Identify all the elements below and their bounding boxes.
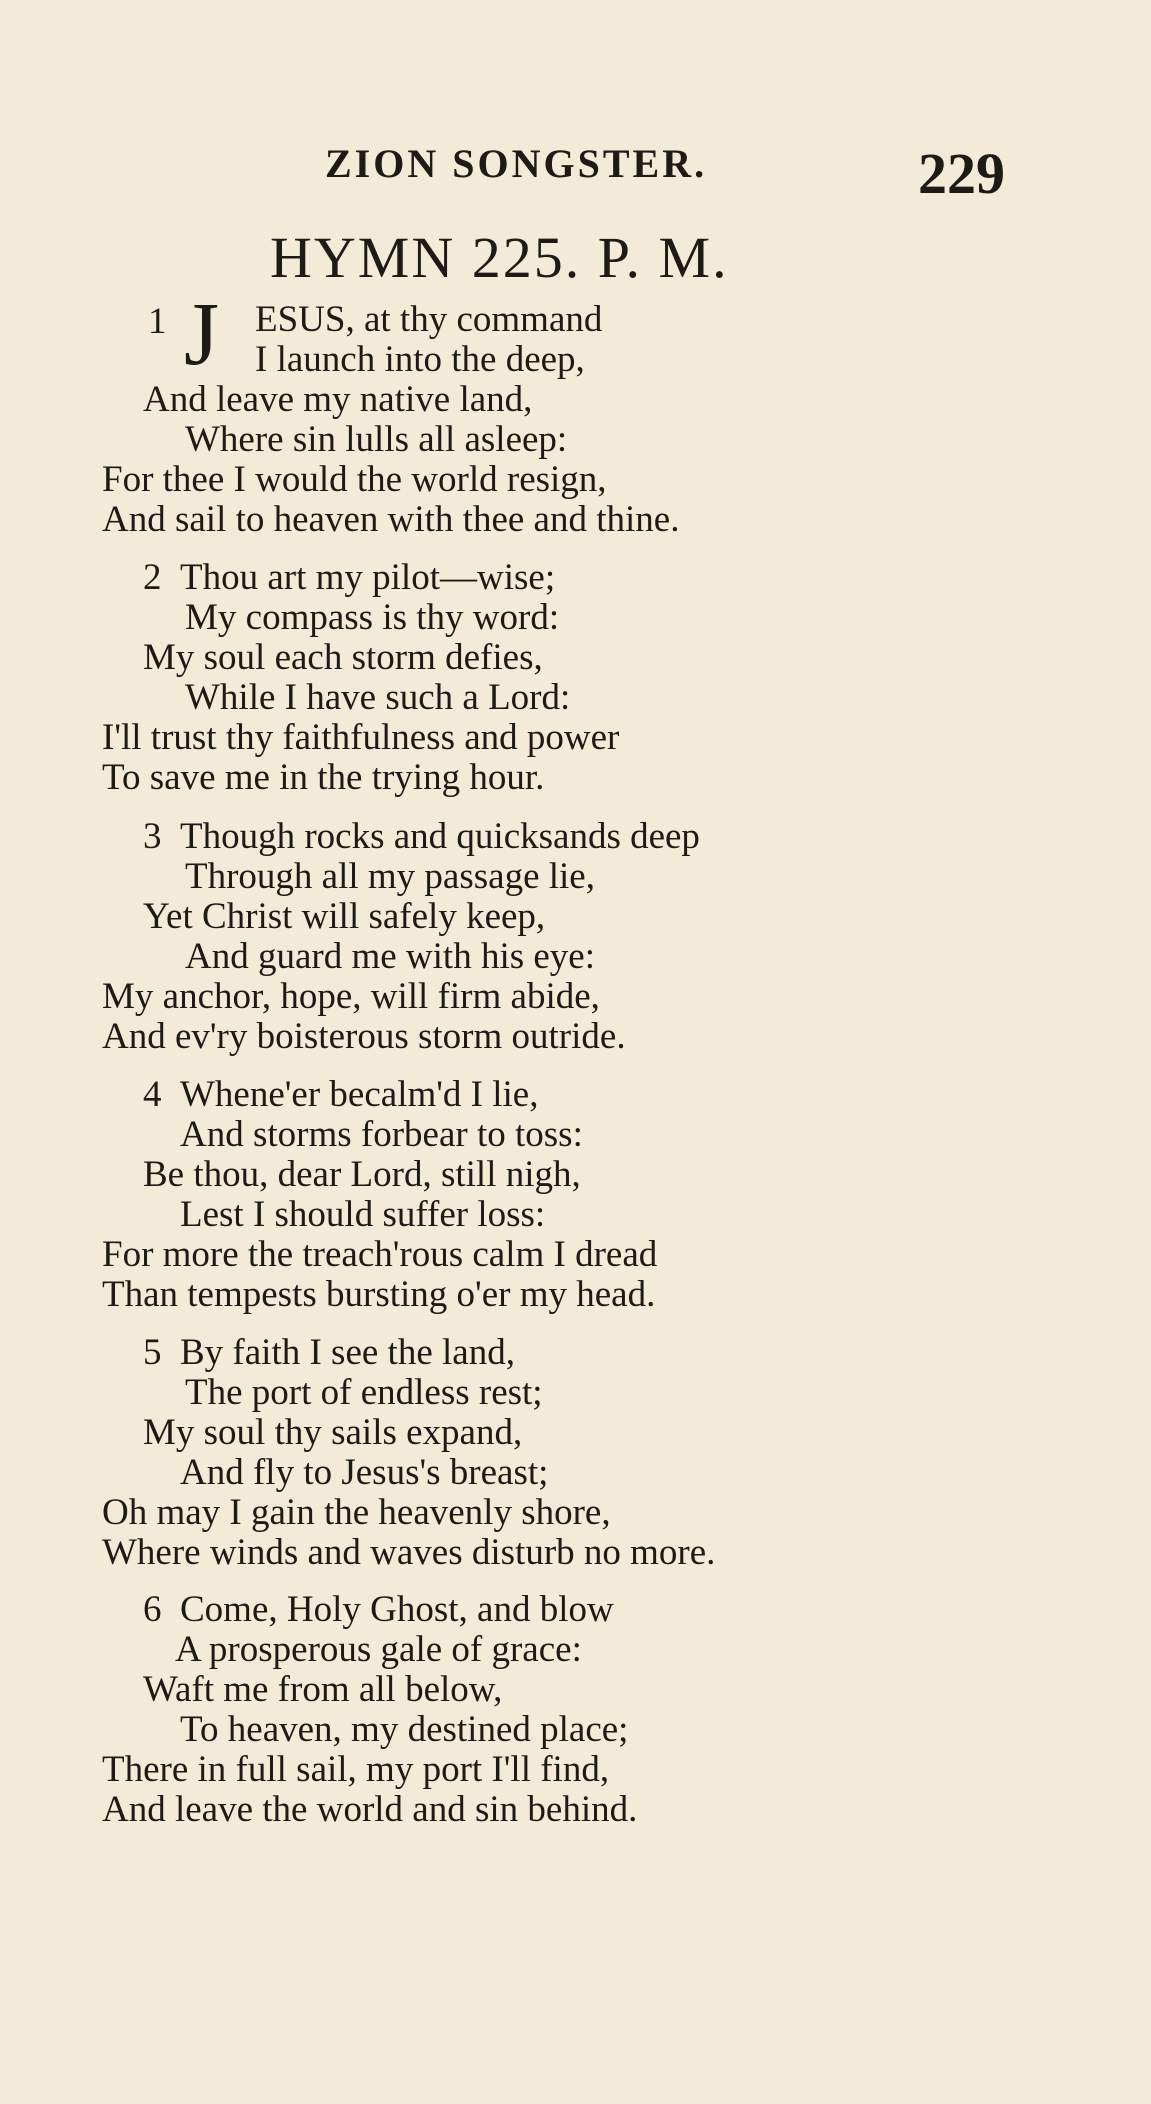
stanza-line: Yet Christ will safely keep, (143, 896, 546, 937)
stanza-line: Lest I should suffer loss: (180, 1194, 546, 1235)
stanza-line: ESUS, at thy command (255, 299, 603, 340)
stanza-line: Come, Holy Ghost, and blow (180, 1589, 614, 1630)
stanza-line: And fly to Jesus's breast; (180, 1452, 549, 1493)
stanza-line: And storms forbear to toss: (180, 1114, 583, 1155)
stanza-line: While I have such a Lord: (185, 677, 571, 718)
stanza-line: For more the treach'rous calm I dread (102, 1234, 658, 1275)
stanza-line: And sail to heaven with thee and thine. (102, 499, 680, 540)
stanza-line: Oh may I gain the heavenly shore, (102, 1492, 611, 1533)
page-number: 229 (918, 141, 1005, 206)
stanza-line: By faith I see the land, (180, 1332, 515, 1373)
running-title: ZION SONGSTER. (325, 141, 708, 186)
stanza-line: A prosperous gale of grace: (175, 1629, 582, 1670)
stanza-line: To save me in the trying hour. (102, 757, 545, 798)
stanza-line: And guard me with his eye: (185, 936, 595, 977)
stanza-number: 6 (143, 1589, 162, 1630)
stanza-number: 2 (143, 557, 162, 598)
stanza-line: To heaven, my destined place; (180, 1709, 629, 1750)
stanza-number: 5 (143, 1332, 162, 1373)
stanza-line: The port of endless rest; (185, 1372, 543, 1413)
stanza-line: Where winds and waves disturb no more. (102, 1532, 716, 1573)
stanza-line: And leave my native land, (143, 379, 533, 420)
stanza-line: My anchor, hope, will firm abide, (102, 976, 600, 1017)
stanza-line: For thee I would the world resign, (102, 459, 607, 500)
stanza-line: And ev'ry boisterous storm outride. (102, 1016, 626, 1057)
stanza-line: Be thou, dear Lord, still nigh, (143, 1154, 581, 1195)
stanza-line: I'll trust thy faithfulness and power (102, 717, 620, 758)
stanza-line: Where sin lulls all asleep: (185, 419, 568, 460)
stanza-line: Than tempests bursting o'er my head. (102, 1274, 656, 1315)
stanza-line: Thou art my pilot—wise; (180, 557, 556, 598)
drop-cap: J (184, 285, 220, 384)
stanza-line: Whene'er becalm'd I lie, (180, 1074, 539, 1115)
stanza-line: My soul each storm defies, (143, 637, 543, 678)
stanza-line: And leave the world and sin behind. (102, 1789, 638, 1830)
stanza-number: 4 (143, 1074, 162, 1115)
stanza-line: My compass is thy word: (185, 597, 560, 638)
stanza-line: There in full sail, my port I'll find, (102, 1749, 610, 1790)
stanza-line: Through all my passage lie, (185, 856, 595, 897)
stanza-line: I launch into the deep, (255, 339, 585, 380)
stanza-number: 3 (143, 816, 162, 857)
stanza-line: Waft me from all below, (143, 1669, 503, 1710)
stanza-line: My soul thy sails expand, (143, 1412, 523, 1453)
hymn-title: HYMN 225. P. M. (270, 225, 729, 290)
stanza-line: Though rocks and quicksands deep (180, 816, 700, 857)
stanza-number: 1 (148, 301, 167, 342)
